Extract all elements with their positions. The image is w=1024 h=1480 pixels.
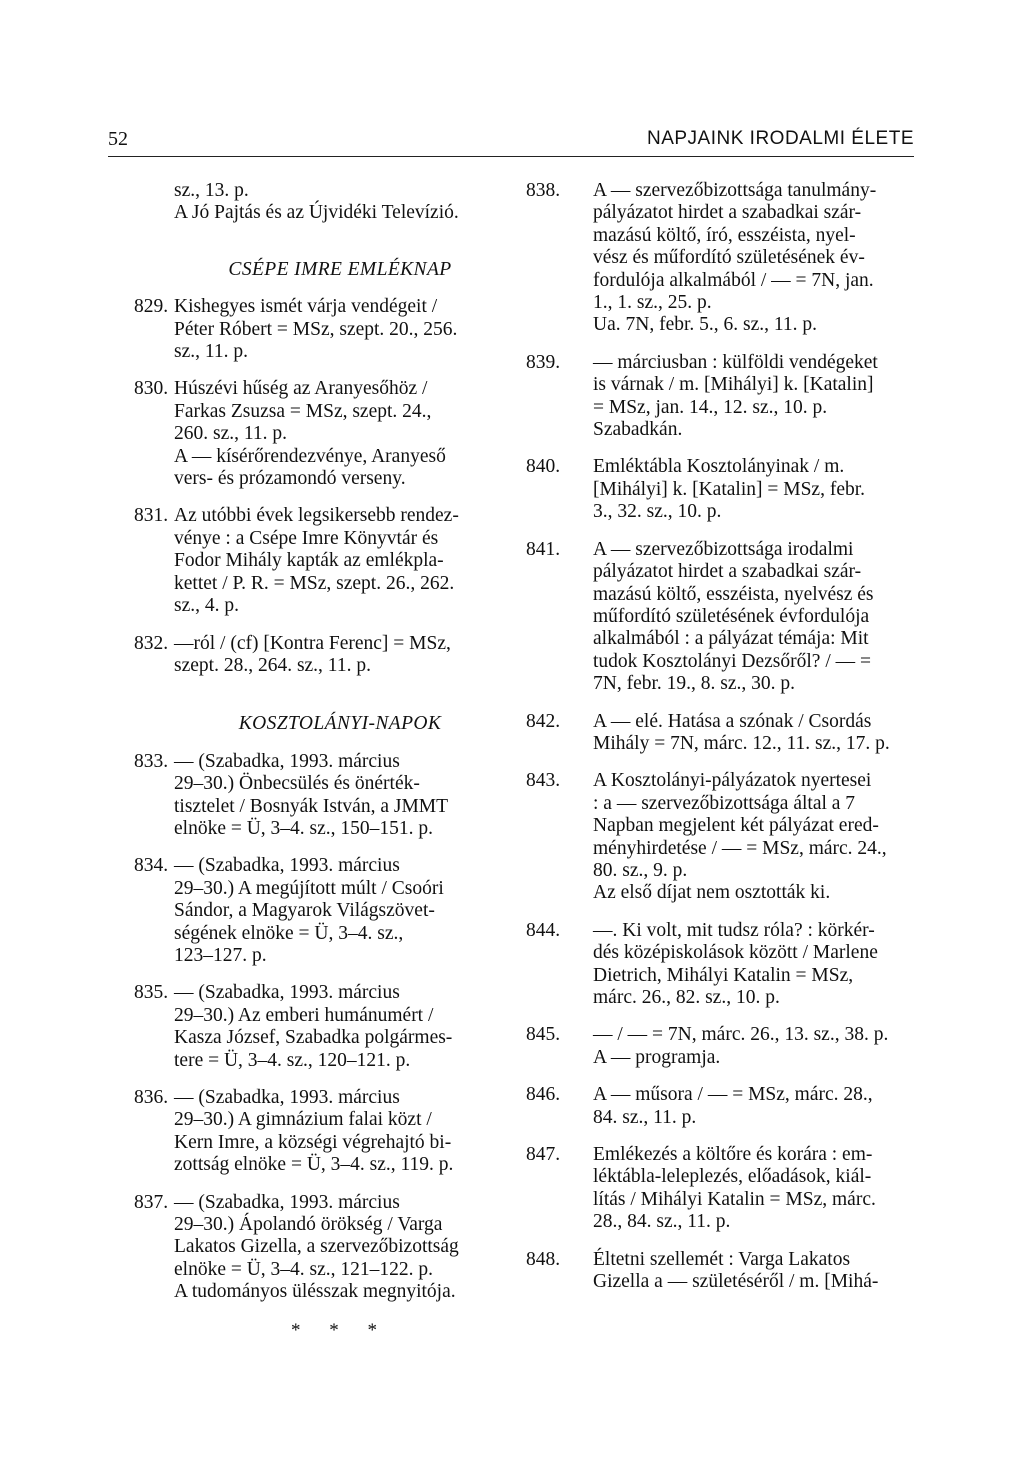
entry-number: 845.	[526, 1024, 561, 1046]
entry-text-line: lítás / Mihályi Katalin = MSz, márc.	[593, 1188, 876, 1210]
bibliography-entry	[134, 633, 506, 678]
entry-text-line: fordulója alkalmából / — = 7N, jan.	[593, 269, 874, 291]
bibliography-entry	[526, 456, 919, 523]
section-heading-csepe-imre: CSÉPE IMRE EMLÉKNAP	[228, 258, 452, 280]
entry-text-line: — (Szabadka, 1993. március	[174, 1087, 400, 1108]
entry-text-line: vész és műfordító születésének év-	[593, 247, 865, 269]
entry-number: 835.	[134, 982, 169, 1004]
entry-number: 841.	[526, 538, 561, 560]
bibliography-entry	[526, 1144, 919, 1234]
entry-text-line: — (Szabadka, 1993. március	[174, 1191, 400, 1213]
bibliography-entry	[134, 505, 506, 617]
entry-number: 830.	[134, 378, 169, 400]
continued-entry	[134, 180, 506, 225]
entry-text-line: 29–30.) A gimnázium falai közt /	[174, 1109, 432, 1131]
section-heading-kosztolanyi: KOSZTOLÁNYI-NAPOK	[238, 713, 442, 735]
entry-text-line: alkalmából : a pályázat témája: Mit	[593, 628, 869, 650]
entry-text-line: A — kísérőrendezvénye, Aranyeső	[174, 445, 446, 467]
entry-text-line: A Kosztolányi-pályázatok nyertesei	[593, 770, 872, 792]
entry-text-line: 28., 84. sz., 11. p.	[593, 1211, 731, 1233]
entry-number: 829.	[134, 296, 169, 318]
entry-text-line: Kasza József, Szabadka polgármes-	[174, 1027, 453, 1049]
bibliography-entry	[134, 982, 506, 1072]
entry-text-line: 29–30.) A megújított múlt / Csoóri	[174, 877, 444, 899]
entry-text-line: ményhirdetése / — = MSz, márc. 24.,	[593, 837, 887, 859]
entry-text-line: : a — szervezőbizottsága által a 7	[593, 792, 856, 814]
entry-number: 843.	[526, 770, 561, 792]
entry-text-line: pályázatot hirdet a szabadkai szár-	[593, 202, 862, 224]
entry-text-line: vers- és prózamondó verseny.	[174, 468, 406, 490]
entry-text-line: mazású költő, író, esszéista, nyel-	[593, 224, 856, 246]
entry-text-line: pályázatot hirdet a szabadkai szár-	[593, 561, 862, 583]
entry-text-line: Az első díjat nem osztották ki.	[593, 882, 831, 904]
entry-text-line: Farkas Zsuzsa = MSz, szept. 24.,	[174, 400, 432, 422]
entry-number: 846.	[526, 1084, 561, 1106]
page-number: 52	[108, 128, 128, 150]
bibliography-entry	[526, 770, 919, 904]
entry-text-line: Éltetni szellemét : Varga Lakatos	[593, 1248, 851, 1270]
entry-text-line: elnöke = Ü, 3–4. sz., 150–151. p.	[174, 817, 434, 839]
entry-number: 834.	[134, 855, 169, 877]
bibliography-entry	[526, 352, 919, 442]
entry-text-line: Kishegyes ismét várja vendégeit /	[174, 296, 438, 318]
entry-text-line: A — programja.	[593, 1046, 721, 1068]
entry-text-line: 29–30.) Az emberi humánumért /	[174, 1004, 434, 1026]
entry-text-line: tudok Kosztolányi Dezsőről? / — =	[593, 650, 871, 672]
entry-text-line: 80. sz., 9. p.	[593, 859, 688, 881]
entry-number: 840.	[526, 456, 561, 478]
bibliography-entry	[526, 1024, 919, 1069]
entry-text-line: Dietrich, Mihályi Katalin = MSz,	[593, 964, 854, 986]
entry-text-line: — márciusban : külföldi vendégeket	[593, 351, 878, 373]
section-end-asterisks: * * *	[291, 1319, 389, 1341]
entry-text-line: 84. sz., 11. p.	[593, 1106, 697, 1128]
entry-text-line: — / — = 7N, márc. 26., 13. sz., 38. p.	[593, 1024, 889, 1046]
header-rule	[108, 156, 914, 157]
entry-text-line: Húszévi hűség az Aranyesőhöz /	[174, 378, 428, 400]
bibliography-entry	[526, 539, 919, 696]
entry-list-kosztolanyi-right	[526, 180, 919, 1293]
entry-text-line: —ról / (cf) [Kontra Ferenc] = MSz,	[174, 632, 451, 654]
entry-text-line: Ua. 7N, febr. 5., 6. sz., 11. p.	[593, 314, 818, 336]
entry-text-line: elnöke = Ü, 3–4. sz., 121–122. p.	[174, 1258, 434, 1280]
entry-text-line: A Jó Pajtás és az Újvidéki Televízió.	[174, 202, 459, 224]
entry-list-csepe	[134, 296, 506, 677]
entry-text-line: tere = Ü, 3–4. sz., 120–121. p.	[174, 1049, 411, 1071]
entry-text-line: Gizella a — születéséről / m. [Mihá-	[593, 1271, 879, 1293]
running-title: NAPJAINK IRODALMI ÉLETE	[646, 128, 914, 149]
entry-text-line: Sándor, a Magyarok Világszövet-	[174, 900, 435, 922]
entry-text-line: 123–127. p.	[174, 944, 267, 966]
bibliography-entry	[526, 920, 919, 1010]
entry-text-line: = MSz, jan. 14., 12. sz., 10. p.	[593, 396, 828, 418]
entry-text-line: 29–30.) Ápolandó örökség / Varga	[174, 1214, 443, 1236]
entry-text-line: 1., 1. sz., 25. p.	[593, 292, 712, 314]
entry-text-line: A — szervezőbizottsága tanulmány-	[593, 180, 877, 201]
entry-text-line: zottság elnöke = Ü, 3–4. sz., 119. p.	[174, 1154, 454, 1176]
entry-number: 844.	[526, 919, 561, 941]
entry-text-line: szept. 28., 264. sz., 11. p.	[174, 654, 371, 676]
bibliography-entry	[134, 855, 506, 967]
entry-number: 833.	[134, 750, 169, 772]
entry-number: 836.	[134, 1087, 169, 1108]
bibliography-entry	[526, 180, 919, 337]
entry-text-line: Péter Róbert = MSz, szept. 20., 256.	[174, 318, 458, 340]
entry-number: 832.	[134, 632, 169, 654]
bibliography-entry	[134, 296, 506, 363]
entry-text-line: Napban megjelent két pályázat ered-	[593, 815, 879, 837]
entry-text-line: sz., 11. p.	[174, 341, 249, 363]
left-column	[134, 180, 506, 1342]
entry-text-line: sz., 4. p.	[174, 595, 239, 617]
entry-text-line: 29–30.) Önbecsülés és önérték-	[174, 773, 420, 795]
entry-text-line: A — szervezőbizottsága irodalmi	[593, 538, 854, 560]
entry-text-line: sz., 13. p.	[174, 180, 249, 201]
bibliography-entry	[134, 751, 506, 841]
entry-number: 839.	[526, 351, 561, 373]
entry-text-line: 3., 32. sz., 10. p.	[593, 501, 722, 523]
entry-text-line: vénye : a Csépe Imre Könyvtár és	[174, 527, 439, 549]
entry-number: 847.	[526, 1144, 561, 1166]
entry-text-line: 260. sz., 11. p.	[174, 423, 288, 445]
bibliography-entry	[526, 1084, 919, 1129]
entry-text-line: márc. 26., 82. sz., 10. p.	[593, 987, 780, 1008]
entry-text-line: dés középiskolások között / Marlene	[593, 942, 878, 964]
entry-text-line: Emléktábla Kosztolányinak / m.	[593, 456, 845, 478]
entry-text-line: 7N, febr. 19., 8. sz., 30. p.	[593, 673, 796, 695]
entry-text-line: ségének elnöke = Ü, 3–4. sz.,	[174, 922, 404, 944]
entry-text-line: A — műsora / — = MSz, márc. 28.,	[593, 1084, 873, 1106]
entry-number: 848.	[526, 1248, 561, 1270]
entry-text-line: — (Szabadka, 1993. március	[174, 750, 400, 772]
entry-text-line: kettet / P. R. = MSz, szept. 26., 262.	[174, 572, 455, 594]
entry-text-line: — (Szabadka, 1993. március	[174, 982, 400, 1004]
entry-text-line: Mihály = 7N, márc. 12., 11. sz., 17. p.	[593, 732, 890, 754]
entry-text-line: Lakatos Gizella, a szervezőbizottság	[174, 1236, 459, 1258]
right-column	[526, 180, 919, 1293]
entry-text-line: Kern Imre, a községi végrehajtó bi-	[174, 1131, 452, 1153]
entry-number: 838.	[526, 180, 561, 201]
entry-text-line: A tudományos ülésszak megnyitója.	[174, 1281, 456, 1303]
bibliography-entry	[526, 711, 919, 756]
bibliography-entry	[134, 378, 506, 490]
entry-text-line: is várnak / m. [Mihályi] k. [Katalin]	[593, 374, 874, 396]
bibliography-entry	[134, 1192, 506, 1304]
entry-text-line: műfordító születésének évfordulója	[593, 605, 870, 627]
entry-text-line: Fodor Mihály kapták az emlékpla-	[174, 550, 444, 572]
entry-text-line: Emlékezés a költőre és korára : em-	[593, 1144, 873, 1166]
entry-number: 831.	[134, 505, 169, 527]
entry-text-line: Szabadkán.	[593, 419, 683, 441]
entry-text-line: [Mihályi] k. [Katalin] = MSz, febr.	[593, 478, 866, 500]
entry-text-line: Az utóbbi évek legsikersebb rendez-	[174, 505, 459, 527]
entry-text-line: — (Szabadka, 1993. március	[174, 855, 400, 877]
bibliography-entry	[134, 1087, 506, 1177]
entry-list-kosztolanyi-left	[134, 751, 506, 1304]
entry-text-line: léktábla-leleplezés, előadások, kiál-	[593, 1166, 872, 1188]
entry-text-line: A — elé. Hatása a szónak / Csordás	[593, 710, 872, 732]
entry-text-line: —. Ki volt, mit tudsz róla? : körkér-	[593, 919, 875, 941]
bibliography-entry	[526, 1249, 919, 1294]
entry-number: 837.	[134, 1191, 169, 1213]
entry-text-line: tisztelet / Bosnyák István, a JMMT	[174, 795, 449, 817]
page-header	[108, 128, 914, 156]
entry-number: 842.	[526, 710, 561, 732]
entry-text-line: mazású költő, esszéista, nyelvész és	[593, 583, 874, 605]
